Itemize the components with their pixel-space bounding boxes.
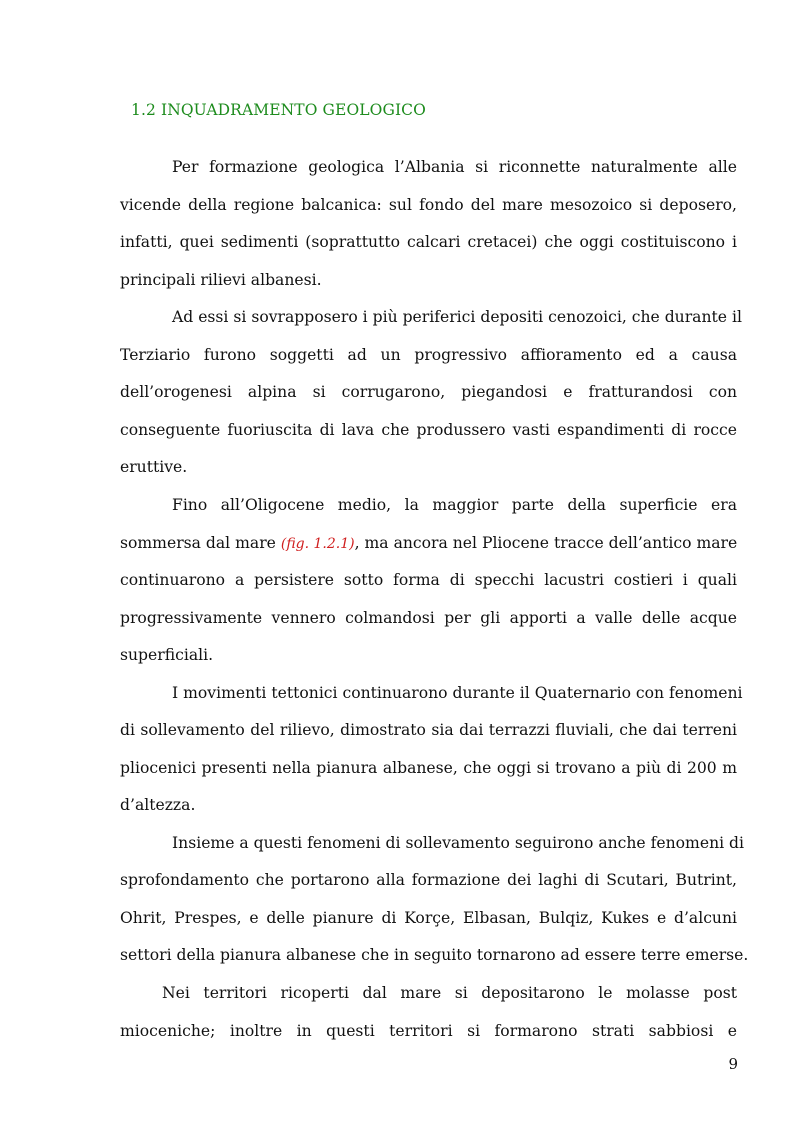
- paragraph-5-line-1: Insieme a questi fenomeni di sollevamento seguirono anche fenomeni di: [172, 834, 745, 852]
- paragraph-4-line-4: d’altezza.: [120, 796, 196, 814]
- paragraph-1-line-4: principali rilievi albanesi.: [120, 271, 322, 289]
- paragraph-5-line-3: Ohrit, Prespes, e delle pianure di Korçe, Elbasan, Bulqiz, Kukes e d’alcuni: [120, 909, 737, 927]
- paragraph-3-line-3: continuarono a persistere sotto forma di specchi lacustri costieri i quali: [120, 571, 737, 589]
- paragraph-6-line-2: mioceniche; inoltre in questi territori si formarono strati sabbiosi e: [120, 1022, 737, 1040]
- section-heading: 1.2 INQUADRAMENTO GEOLOGICO: [131, 101, 426, 119]
- figure-reference-link[interactable]: (fig. 1.2.1): [280, 536, 355, 552]
- paragraph-2-line-3: dell’orogenesi alpina si corrugarono, piegandosi e fratturandosi con: [120, 383, 737, 401]
- paragraph-4-line-3: pliocenici presenti nella pianura albanese, che oggi si trovano a più di 200 m: [120, 759, 737, 777]
- paragraph-6-line-1: Nei territori ricoperti dal mare si depositarono le molasse post: [162, 984, 737, 1002]
- paragraph-3-line-2-before: sommersa dal mare: [120, 534, 281, 552]
- paragraph-3-line-2: [120, 532, 737, 554]
- paragraph-4-line-2: di sollevamento del rilievo, dimostrato sia dai terrazzi fluviali, che dai terreni: [120, 721, 737, 739]
- page-number: 9: [728, 1055, 738, 1073]
- paragraph-5-line-2: sprofondamento che portarono alla formazione dei laghi di Scutari, Butrint,: [120, 871, 737, 889]
- paragraph-2-line-2: Terziario furono soggetti ad un progressivo affioramento ed a causa: [120, 346, 737, 364]
- paragraph-3-line-4: progressivamente vennero colmandosi per gli apporti a valle delle acque: [120, 609, 737, 627]
- paragraph-3-line-2-after: , ma ancora nel Pliocene tracce dell’antico mare: [354, 534, 738, 552]
- paragraph-3-line-1: Fino all’Oligocene medio, la maggior parte della superficie era: [172, 496, 737, 514]
- paragraph-5-line-4: settori della pianura albanese che in seguito tornarono ad essere terre emerse.: [120, 946, 749, 964]
- paragraph-2-line-5: eruttive.: [120, 458, 188, 476]
- paragraph-1-line-2: vicende della regione balcanica: sul fondo del mare mesozoico si deposero,: [120, 196, 737, 214]
- paragraph-1-line-1: Per formazione geologica l’Albania si riconnette naturalmente alle: [172, 158, 737, 176]
- paragraph-1-line-3: infatti, quei sedimenti (soprattutto calcari cretacei) che oggi costituiscono i: [120, 233, 737, 251]
- paragraph-2-line-1: Ad essi si sovrapposero i più periferici depositi cenozoici, che durante il: [172, 308, 742, 326]
- paragraph-2-line-4: conseguente fuoriuscita di lava che produssero vasti espandimenti di rocce: [120, 421, 737, 439]
- paragraph-3-line-5: superficiali.: [120, 646, 214, 664]
- paragraph-4-line-1: I movimenti tettonici continuarono durante il Quaternario con fenomeni: [172, 684, 743, 702]
